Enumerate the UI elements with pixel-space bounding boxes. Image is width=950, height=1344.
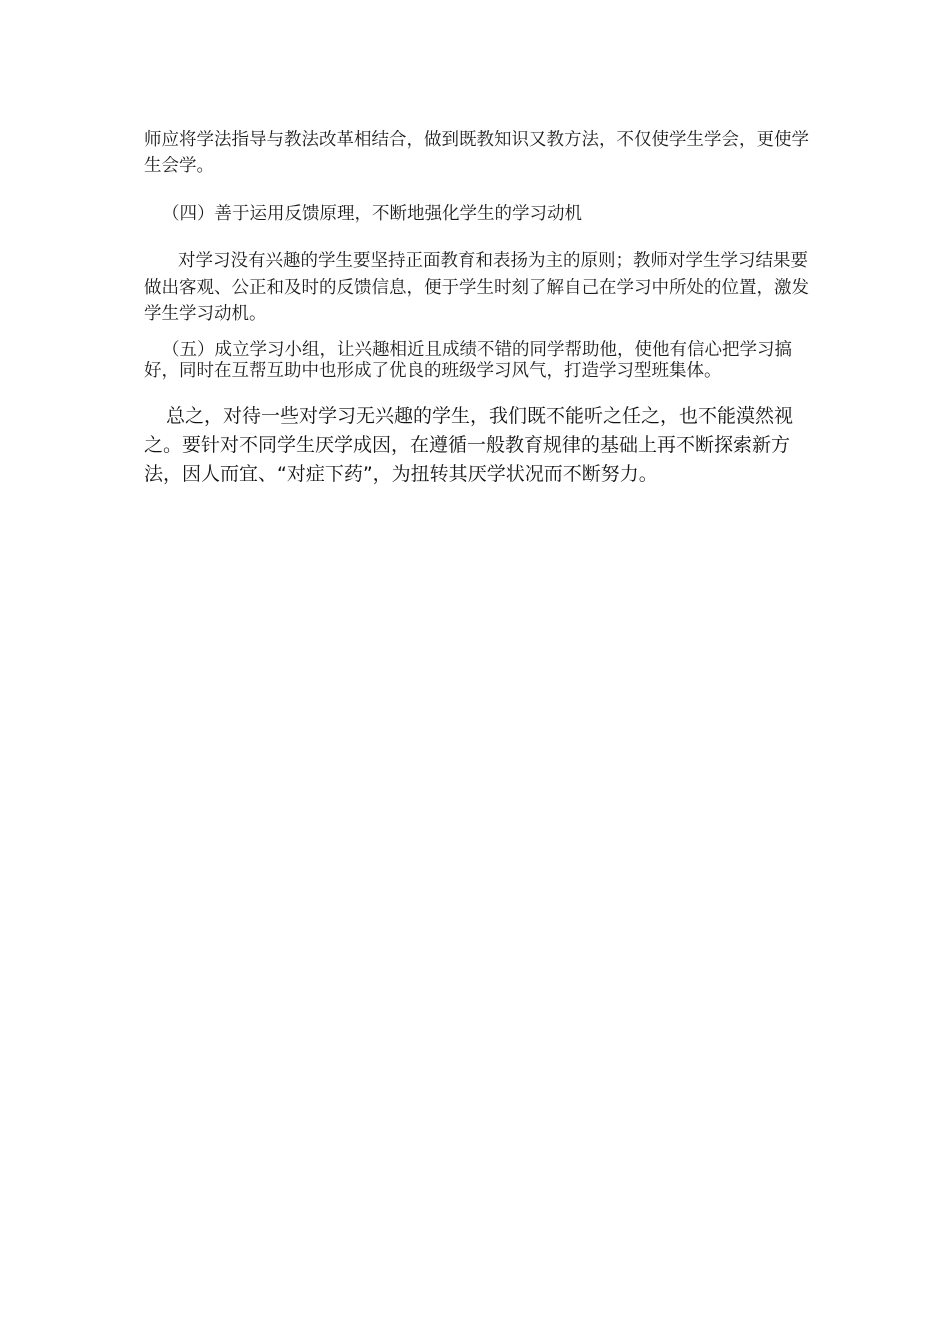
paragraph-feedback: 对学习没有兴趣的学生要坚持正面教育和表扬为主的原则；教师对学生学习结果要做出客观、公正和及时的反馈信息，便于学生时刻了解自己在学习中所处的位置，激发学生学习动机。	[144, 251, 809, 324]
paragraph-study-method: 师应将学法指导与教法改革相结合，做到既教知识又教方法，不仅使学生学会，更使学生会学。	[144, 130, 809, 176]
heading-feedback-principle: （四）善于运用反馈原理，不断地强化学生的学习动机	[162, 204, 582, 224]
paragraph-conclusion: 总之，对待一些对学习无兴趣的学生，我们既不能听之任之，也不能漠然视之。要针对不同学生厌学成因，在遵循一般教育规律的基础上再不断探索新方法，因人而宜、“对症下药”，为扭转其厌学状况而不断努力。	[144, 405, 794, 485]
paragraph-study-group: （五）成立学习小组，让兴趣相近且成绩不错的同学帮助他，使他有信心把学习搞好，同时在互帮互助中也形成了优良的班级学习风气，打造学习型班集体。	[144, 340, 792, 381]
